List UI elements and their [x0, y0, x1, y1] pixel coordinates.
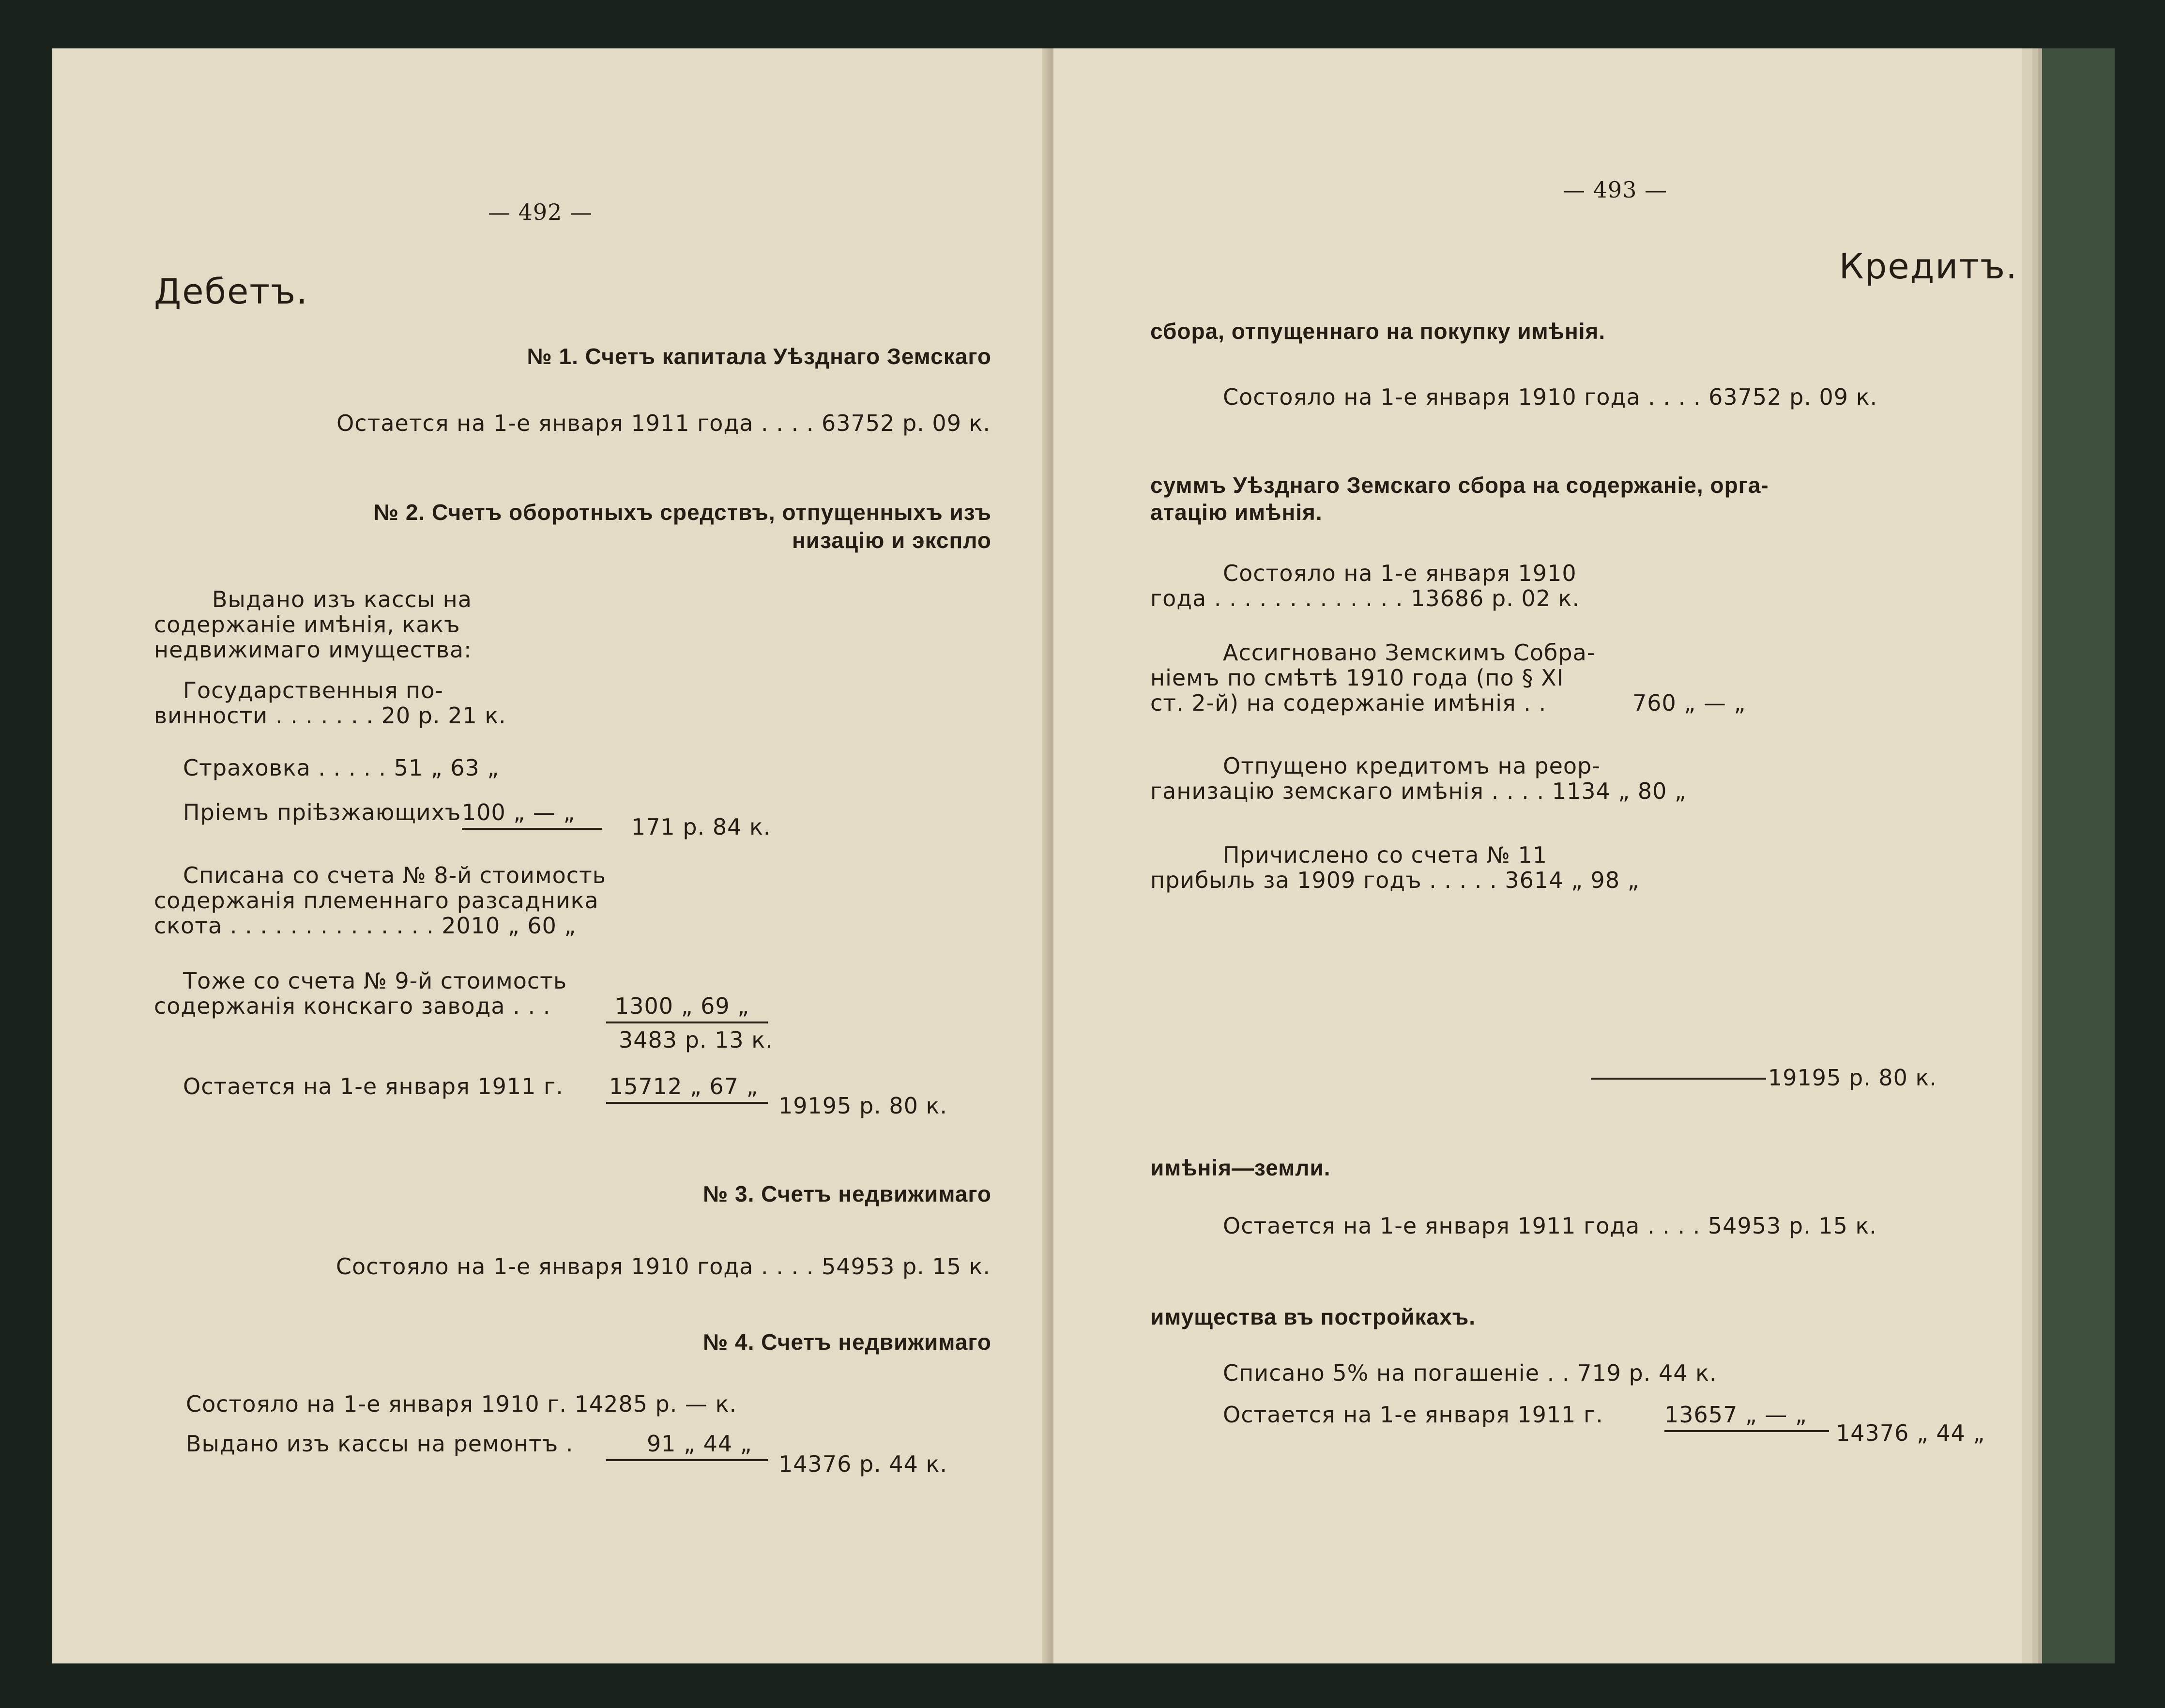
rule: [606, 1102, 768, 1104]
r-account1-line: Состояло на 1-е января 1910 года . . . . 63752 р. 09 к.: [1223, 384, 1878, 410]
r-stood-2: года . . . . . . . . . . . . . 13686 р. 02 к.: [1150, 585, 1580, 611]
account3-title: № 3. Счетъ недвижимаго: [702, 1181, 991, 1206]
remains-amount: 15712 „ 67 „: [609, 1073, 759, 1099]
r-account2-title-1: суммъ Уѣзднаго Земскаго сбора на содержаніе, орга-: [1150, 473, 1769, 498]
same-1: Тоже со счета № 9-й стоимость: [183, 968, 567, 994]
same-amount: 1300 „ 69 „: [615, 993, 750, 1019]
page-edges: [2032, 48, 2038, 1663]
r-profit-1: Причислено со счета № 11: [1223, 842, 1548, 868]
rule: [606, 1459, 768, 1461]
account2-title-2: низацію и экспло: [792, 528, 991, 553]
account4-title: № 4. Счетъ недвижимаго: [702, 1329, 991, 1355]
r-assigned-amount: 760 „ — „: [1632, 690, 1746, 716]
r-account2-title-2: атацію имѣнія.: [1150, 500, 1323, 525]
page-number-left: — 492 —: [488, 199, 593, 225]
account4-total: 14376 р. 44 к.: [778, 1451, 947, 1477]
issued-intro-3: недвижимаго имущества:: [154, 637, 472, 663]
r-account3-title: имѣнія—земли.: [1150, 1155, 1331, 1180]
insurance-line: Страховка . . . . . 51 „ 63 „: [183, 755, 500, 781]
page-number-right: — 493 —: [1563, 177, 1668, 203]
issued-intro-2: содержаніе имѣнія, какъ: [154, 611, 460, 638]
account4-line2-amount: 91 „ 44 „: [647, 1431, 752, 1457]
r-account3-line: Остается на 1-е января 1911 года . . . . 54953 р. 15 к.: [1223, 1213, 1877, 1239]
r-assigned-1: Ассигновано Земскимъ Собра-: [1223, 640, 1596, 666]
same-2: содержанія конскаго завода . . .: [154, 993, 551, 1019]
r-account4-total: 14376 „ 44 „: [1836, 1420, 1985, 1446]
right-page: [1053, 48, 2022, 1663]
subtotal-2: 3483 р. 13 к.: [619, 1027, 773, 1053]
r-assigned-2: ніемъ по смѣтѣ 1910 года (по § XI: [1150, 665, 1564, 691]
account4-line2-label: Выдано изъ кассы на ремонтъ .: [186, 1431, 574, 1457]
issued-intro-1: Выдано изъ кассы на: [212, 586, 472, 612]
r-account4-line1: Списано 5% на погашеніе . . 719 р. 44 к.: [1223, 1360, 1717, 1386]
remains-label: Остается на 1-е января 1911 г.: [183, 1073, 564, 1099]
written-off-2: содержанія племеннаго разсадника: [154, 887, 599, 914]
account1-line: Остается на 1-е января 1911 года . . . . 63752 р. 09 к.: [336, 410, 991, 436]
account1-title: № 1. Счетъ капитала Уѣзднаго Земскаго: [527, 344, 991, 369]
r-stood-1: Состояло на 1-е января 1910: [1223, 560, 1577, 586]
written-off-1: Списана со счета № 8-й стоимость: [183, 862, 606, 888]
debit-heading: Дебетъ.: [154, 271, 308, 312]
account2-title-1: № 2. Счетъ оборотныхъ средствъ, отпущенныхъ изъ: [373, 500, 991, 525]
gov-duties-1: Государственныя по-: [183, 677, 443, 703]
gov-duties-2: винности . . . . . . . 20 р. 21 к.: [154, 702, 506, 729]
subtotal-1: 171 р. 84 к.: [631, 814, 771, 840]
account2-total: 19195 р. 80 к.: [778, 1093, 947, 1119]
left-page: [52, 48, 1048, 1663]
reception-label: Пріемъ пріѣзжающихъ: [183, 799, 461, 825]
page-edges: [2038, 48, 2042, 1663]
rule: [1664, 1430, 1829, 1432]
account3-line: Состояло на 1-е января 1910 года . . . . 54953 р. 15 к.: [335, 1253, 991, 1280]
reception-amount: 100 „ — „: [462, 799, 576, 825]
credit-heading: Кредитъ.: [1839, 246, 2018, 287]
r-account4-line2-amount: 13657 „ — „: [1664, 1402, 1807, 1428]
r-account2-total: 19195 р. 80 к.: [1768, 1065, 1937, 1091]
r-profit-2: прибыль за 1909 годъ . . . . . 3614 „ 98 „: [1150, 867, 1640, 893]
r-account1-title: сбора, отпущеннаго на покупку имѣнія.: [1150, 319, 1606, 344]
account4-line1: Состояло на 1-е января 1910 г. 14285 р. — к.: [186, 1391, 737, 1417]
r-account4-line2-label: Остается на 1-е января 1911 г.: [1223, 1402, 1603, 1428]
page-edges: [2022, 48, 2032, 1663]
r-account4-title: имущества въ постройкахъ.: [1150, 1304, 1476, 1329]
rule: [1591, 1078, 1766, 1080]
rule: [606, 1022, 768, 1023]
rule: [462, 828, 602, 830]
r-credit-2: ганизацію земскаго имѣнія . . . . 1134 „ 80 „: [1150, 778, 1687, 804]
written-off-3: скота . . . . . . . . . . . . . . 2010 „ 60 „: [154, 913, 577, 939]
r-assigned-3: ст. 2-й) на содержаніе имѣнія . .: [1150, 690, 1547, 716]
open-book: [52, 48, 2115, 1663]
r-credit-1: Отпущено кредитомъ на реор-: [1223, 753, 1601, 779]
